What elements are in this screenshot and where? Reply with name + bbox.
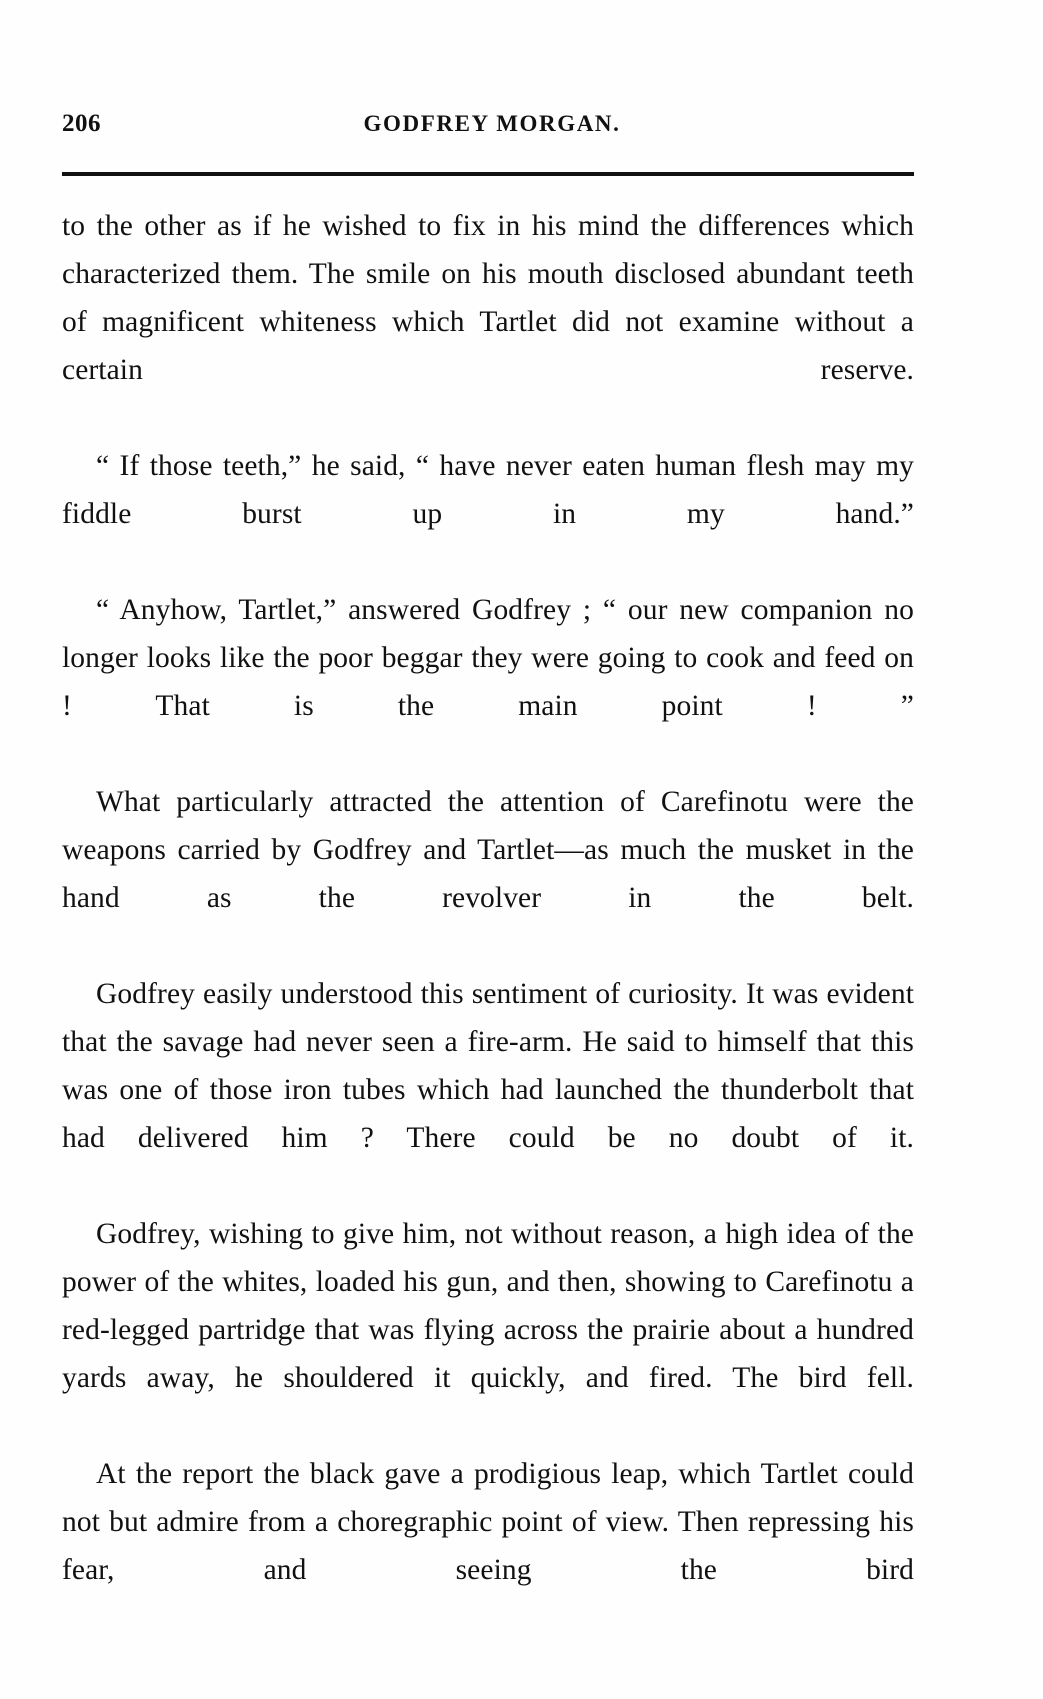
page-number: 206 — [62, 110, 101, 137]
header-rule — [62, 172, 914, 176]
paragraph: “ If those teeth,” he said, “ have never eaten human flesh may my fiddle burst up in my hand.” — [62, 450, 914, 530]
running-title: GODFREY MORGAN. — [363, 111, 621, 136]
paragraph: “ Anyhow, Tartlet,” answered Godfrey ; “ our new companion no longer looks like the poor beggar they were going to cook and feed on ! That is the main point ! ” — [62, 594, 914, 722]
paragraph: At the report the black gave a prodigious leap, which Tartlet could not but admire from a choregraphic point of view. Then repressing his fear, and seeing the bird — [62, 1458, 914, 1586]
paragraph: to the other as if he wished to fix in his mind the differences which characterized them. The smile on his mouth disclosed abundant teeth of magnificent whiteness which Tartlet did not examine without a certain reserve. — [62, 210, 914, 386]
body-text — [62, 202, 914, 1642]
page-content — [62, 110, 912, 1642]
running-head — [62, 110, 912, 150]
paragraph: What particularly attracted the attention of Carefinotu were the weapons carried by Godfrey and Tartlet—as much the musket in the hand as the revolver in the belt. — [62, 786, 914, 914]
paragraph: Godfrey easily understood this sentiment of curiosity. It was evident that the savage had never seen a fire-arm. He said to himself that this was one of those iron tubes which had launched the thunderbolt that had delivered him ? There could be no doubt of it. — [62, 978, 914, 1154]
paragraph: Godfrey, wishing to give him, not without reason, a high idea of the power of the whites, loaded his gun, and then, showing to Carefinotu a red-legged partridge that was flying across the prairie about a hundred yards away, he shouldered it quickly, and fired. The bird fell. — [62, 1218, 914, 1394]
